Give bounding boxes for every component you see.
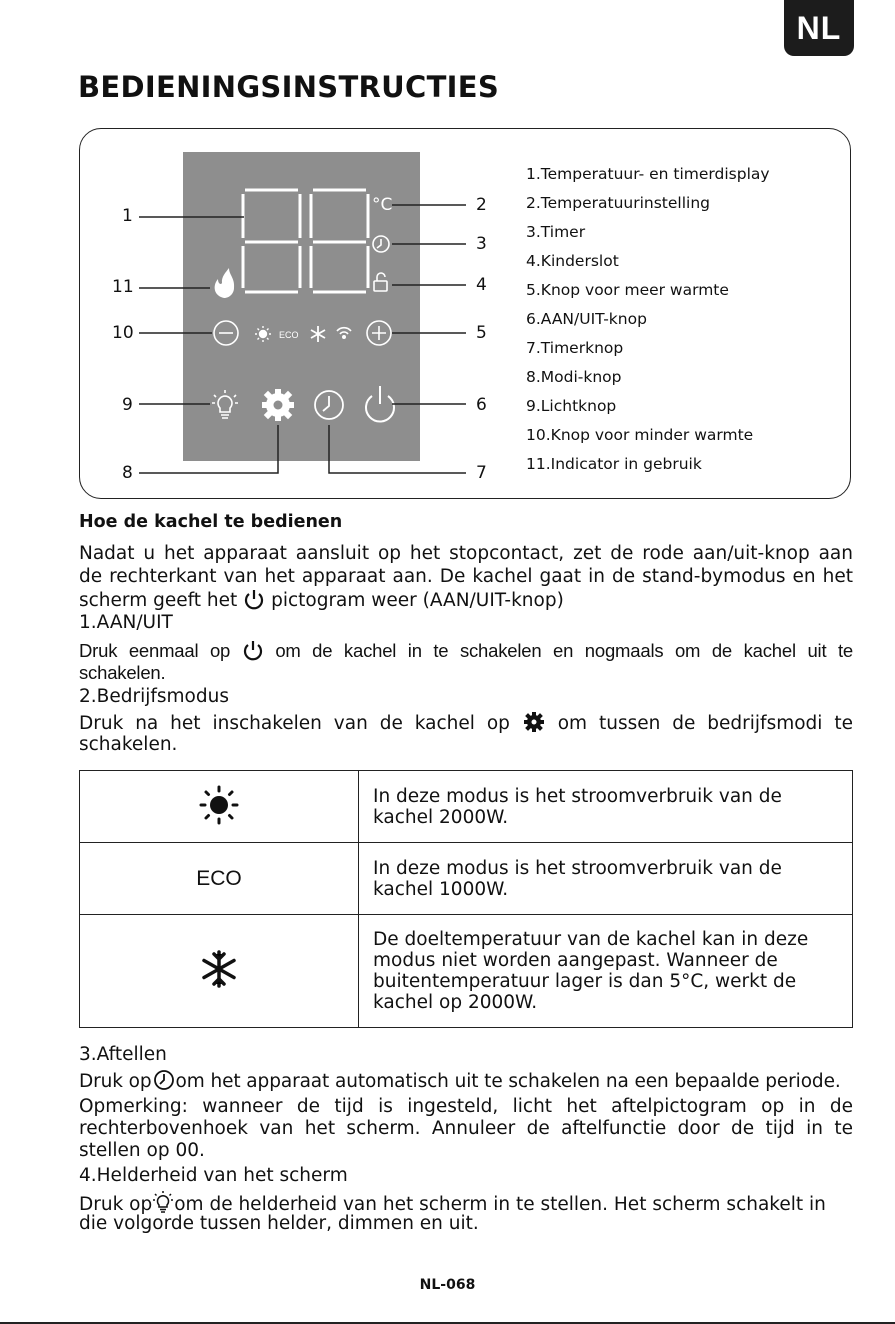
legend-item: 2.Temperatuurinstelling <box>526 194 711 212</box>
s2-line <box>79 711 853 734</box>
snowflake-small-icon <box>311 326 325 342</box>
s2-text: om tussen de bedrijfsmodi te <box>557 713 853 734</box>
page-title: BEDIENINGSINSTRUCTIES <box>78 70 500 104</box>
s3-line <box>79 1069 853 1092</box>
page-number: NL-068 <box>419 1277 476 1293</box>
wifi-icon <box>337 328 351 339</box>
mode-text-cell <box>359 843 853 915</box>
eco-label: ECO <box>196 866 242 890</box>
legend-item: 8.Modi-knop <box>526 368 622 386</box>
s3-note: Opmerking: wanneer de tijd is ingesteld, licht het aftelpictogram op in de <box>79 1096 853 1117</box>
language-badge: NL <box>784 0 854 56</box>
power-button-icon <box>366 386 394 421</box>
plus-button-icon <box>367 321 391 345</box>
s2-text: Druk na het inschakelen van de kachel op <box>79 713 510 734</box>
table-row <box>80 771 853 843</box>
legend-item: 4.Kinderslot <box>526 252 619 270</box>
callout-lines <box>139 205 466 473</box>
intro-line <box>79 588 853 611</box>
s4-line <box>79 1190 853 1215</box>
seven-segment-digits <box>243 190 368 292</box>
intro-text: scherm geeft het <box>79 590 238 611</box>
callout-4: 4 <box>476 275 487 295</box>
s1-line <box>79 639 853 661</box>
legend-item: 6.AAN/UIT-knop <box>526 310 647 328</box>
s2-line: schakelen. <box>79 734 178 755</box>
section-heading: Hoe de kachel te bedienen <box>79 512 343 532</box>
s1-text: Druk eenmaal op <box>79 640 231 661</box>
mode-text: De doeltemperatuur van de kachel kan in deze <box>373 929 809 950</box>
mode-text: In deze modus is het stroomverbruik van de <box>373 785 782 807</box>
mode-icon-cell <box>80 915 359 1028</box>
mode-text-cell <box>359 771 853 843</box>
sun-small-icon <box>255 326 271 342</box>
power-icon <box>242 639 264 661</box>
s3-note: rechterbovenhoek van het scherm. Annuleer de aftelfunctie door de tijd in te <box>79 1118 853 1139</box>
table-row <box>80 843 853 915</box>
intro-line: Nadat u het apparaat aansluit op het stopcontact, zet de rode aan/uit-knop aan <box>79 543 853 564</box>
timer-indicator-icon <box>373 236 389 252</box>
light-bulb-icon <box>152 1190 174 1214</box>
timer-button-icon <box>315 391 343 419</box>
callout-2: 2 <box>476 195 487 215</box>
s3-text: om het apparaat automatisch uit te schakelen na een bepaalde periode. <box>175 1071 841 1092</box>
s1-text: om de kachel in te schakelen en nogmaals om de kachel uit te <box>275 640 853 661</box>
callout-11: 11 <box>112 277 134 297</box>
legend-item: 3.Timer <box>526 223 586 241</box>
callout-9: 9 <box>122 395 133 415</box>
light-button-icon <box>212 390 238 418</box>
callout-8: 8 <box>122 463 133 483</box>
mode-text: modus niet worden aangepast. Wanneer de <box>373 950 778 971</box>
callout-1: 1 <box>122 206 133 226</box>
callout-5: 5 <box>476 323 487 343</box>
s1-line: schakelen. <box>79 662 166 683</box>
table-row <box>80 915 853 1028</box>
mode-icon-cell <box>80 771 359 843</box>
s4-line: die volgorde tussen helder, dimmen en uit. <box>79 1213 479 1234</box>
flame-icon <box>215 268 234 298</box>
s4-text: Druk op <box>79 1194 153 1215</box>
power-icon <box>243 588 265 610</box>
modes-table <box>79 770 853 1028</box>
callout-10: 10 <box>112 323 134 343</box>
lock-icon <box>374 273 387 291</box>
mode-text: kachel 1000W. <box>373 878 509 900</box>
mode-text: In deze modus is het stroomverbruik van de <box>373 857 782 879</box>
mode-text: buitentemperatuur lager is dan 5°C, werkt de <box>373 971 797 992</box>
legend-item: 11.Indicator in gebruik <box>526 455 702 473</box>
subsection-title: 2.Bedrijfsmodus <box>79 686 229 707</box>
subsection-title: 1.AAN/UIT <box>79 612 173 633</box>
callout-7: 7 <box>476 463 487 483</box>
s3-note: stellen op 00. <box>79 1140 205 1161</box>
legend-item: 9.Lichtknop <box>526 397 617 415</box>
s4-text: om de helderheid van het scherm in te stellen. Het scherm schakelt in <box>174 1194 826 1215</box>
mode-button-icon <box>262 389 294 421</box>
intro-text: pictogram weer (AAN/UIT-knop) <box>271 590 564 611</box>
mode-icon-cell <box>80 843 359 915</box>
legend-item: 10.Knop voor minder warmte <box>526 426 754 444</box>
bottom-rule <box>0 1322 895 1324</box>
eco-small-label: ECO <box>279 330 299 340</box>
timer-icon <box>152 1069 176 1091</box>
subsection-title: 3.Aftellen <box>79 1044 167 1065</box>
legend-item: 5.Knop voor meer warmte <box>526 281 729 299</box>
mode-text-cell <box>359 915 853 1028</box>
callout-3: 3 <box>476 234 487 254</box>
s3-text: Druk op <box>79 1071 152 1092</box>
mode-text: kachel op 2000W. <box>373 992 538 1013</box>
sun-icon <box>199 785 239 825</box>
minus-button-icon <box>214 321 238 345</box>
panel-drawing <box>0 0 895 520</box>
intro-line: de rechterkant van het apparaat aan. De kachel gaat in de stand-bymodus en het <box>79 566 853 587</box>
legend-item: 1.Temperatuur- en timerdisplay <box>526 165 770 183</box>
subsection-title: 4.Helderheid van het scherm <box>79 1165 348 1186</box>
callout-6: 6 <box>476 395 487 415</box>
snowflake-icon <box>199 949 239 989</box>
gear-icon <box>522 711 546 733</box>
mode-text: kachel 2000W. <box>373 806 509 828</box>
celsius-icon: °C <box>372 195 393 215</box>
legend-item: 7.Timerknop <box>526 339 624 357</box>
